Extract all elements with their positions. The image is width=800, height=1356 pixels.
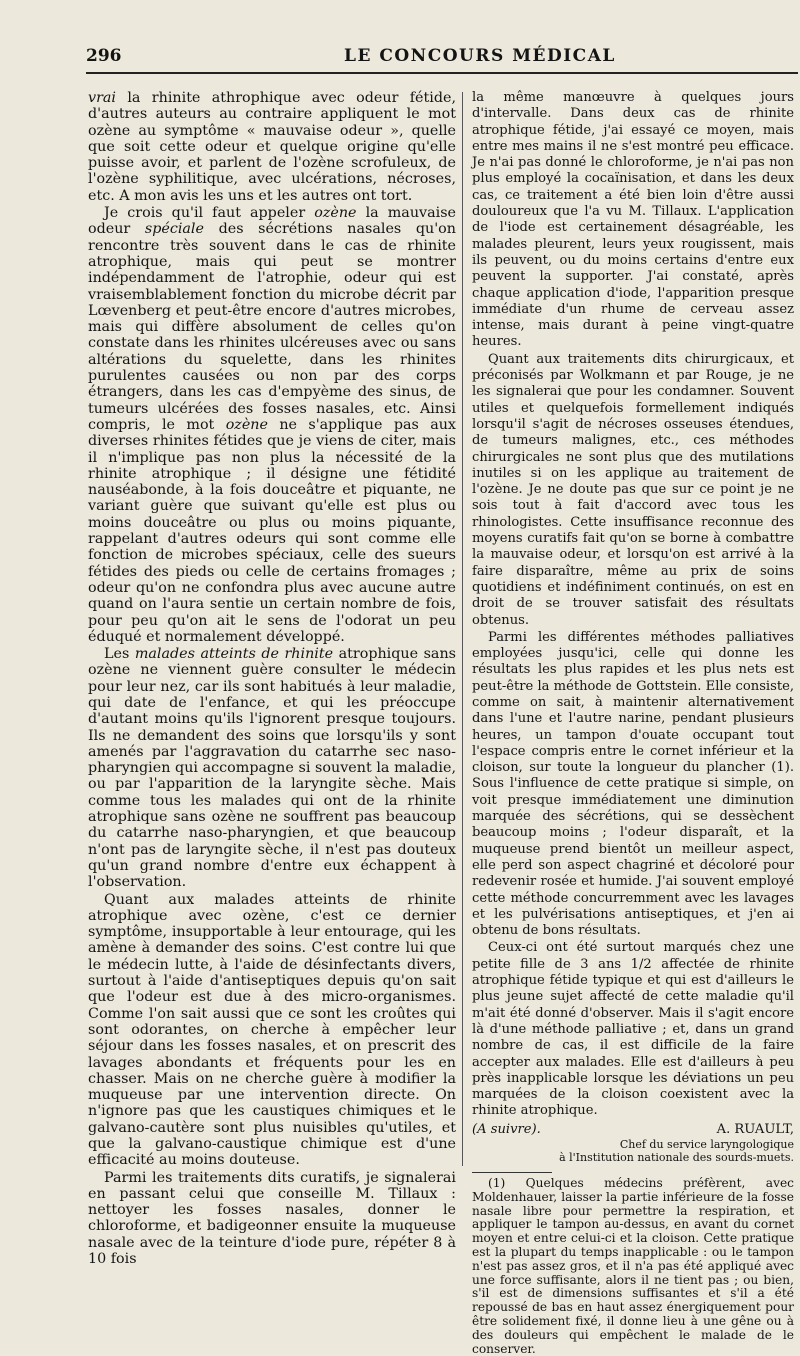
page-header xyxy=(86,40,798,74)
paragraph: Parmi les différentes méthodes palliatives employées jusqu'ici, celle qui donne les résultats les plus rapides et les plus nets est peut-être la méthode de Gottstein. Elle consiste, comme on sait, à maintenir alternativement dans l'une et l'autre narine, pendant plusieurs heures, un tampon d'ouate occupant tout l'espace compris entre le cornet inférieur et la cloison, sur toute la longueur du plancher (1). Sous l'influence de cette pratique si simple, on voit presque immédiatement une diminution marquée des sécrétions, qui se dessèchent beaucoup moins ; l'odeur disparaît, et la muqueuse prend bientôt un meilleur aspect, elle perd son aspect chagriné et décoloré pour redevenir rosée et humide. J'ai souvent employé cette méthode concurremment avec les lavages et les pulvérisations antiseptiques, et j'en ai obtenu de bons résultats. xyxy=(472,629,794,939)
paragraph: Je crois qu'il faut appeler ozène la mauvaise odeur spéciale des sécrétions nasales qu'on rencontre très souvent dans le cas de rhinite atrophique, mais qui peut se montrer indépendamment de l'atrophie, odeur qui est vraisemblablement fonction du microbe décrit par Lœvenberg et peut-être encore d'autres microbes, mais qui diffère absolument de celles qu'on constate dans les rhinites ulcéreuses avec ou sans altérations du squelette, dans les rhinites purulentes causées ou non par des corps étrangers, dans les cas d'empyème des sinus, de tumeurs ulcérées des fosses nasales, etc. Ainsi compris, le mot ozène ne s'applique pas aux diverses rhinites fétides que je viens de citer, mais il n'implique pas non plus la nécessité de la rhinite atrophique ; il désigne une fétidité nauséabonde, à la fois douceâtre et piquante, ne variant guère que suivant qu'elle est plus ou moins douceâtre ou plus ou moins piquante, rappelant d'autres odeurs qui sont comme elle fonction de microbes spéciaux, celle des sueurs fétides des pieds ou celle de certains fromages ; odeur qu'on ne confondra plus avec aucune autre quand on l'aura sentie un certain nombre de fois, pour peu qu'on ait le sens de l'odorat un peu éduqué et normalement développé. xyxy=(88,205,456,645)
running-title: LE CONCOURS MÉDICAL xyxy=(344,46,616,66)
author-name: A. RUAULT, xyxy=(716,1121,794,1137)
paragraph: Quant aux traitements dits chirurgicaux, et préconisés par Wolkmann et par Rouge, je ne les signalerai que pour les condamner. Souvent utiles et quelquefois formellement indiqués lorsqu'il s'agit de nécroses osseuses étendues, de tumeurs malignes, etc., ces méthodes chirurgicales ne sont plus que des mutilations inutiles si on les applique au traitement de l'ozène. Je ne doute pas que sur ce point je ne sois tout à fait d'accord avec tous les rhinologistes. Cette insuffisance reconnue des moyens curatifs fait qu'on se borne à combattre la mauvaise odeur, et lorsqu'on est arrivé à la faire disparaître, même au prix de soins quotidiens et indéfiniment continués, on est en droit de se trouver satisfait des résultats obtenus. xyxy=(472,351,794,628)
footnote: (1) Quelques médecins préfèrent, avec Moldenhauer, laisser la partie inférieure de la fosse nasale libre pour permettre la respiration, et appliquer le tampon au-dessus, en avant du cornet moyen et entre celui-ci et la cloison. Cette pratique est la plupart du temps inapplicable : ou le tampon n'est pas assez gros, et il n'a pas été appliqué avec une force suffisante, alors il ne tient pas ; ou bien, s'il est de dimensions suffisantes et s'il a été repoussé de bas en haut assez énergiquement pour être solidement fixé, il donne lieu à une gêne ou à des douleurs qui empêchent le malade de le conserver. xyxy=(472,1176,794,1356)
paragraph: Ceux-ci ont été surtout marqués chez une petite fille de 3 ans 1/2 affectée de rhinite atrophique fétide typique et qui est d'ailleurs le plus jeune sujet affecté de cette maladie qu'il m'ait été donné d'observer. Mais il s'agit encore là d'une méthode palliative ; et, dans un grand nombre de cas, il est difficile de la faire accepter aux malades. Elle est d'ailleurs à peu près inapplicable lorsque les déviations un peu marquées de la cloison coexistent avec la rhinite atrophique. xyxy=(472,940,794,1119)
paragraph: Quant aux malades atteints de rhinite atrophique avec ozène, c'est ce dernier symptôme, insupportable à leur entourage, qui les amène à demander des soins. C'est contre lui que le médecin lutte, à l'aide de désinfectants divers, surtout à l'aide d'antiseptiques depuis qu'on sait que l'odeur est due à des micro-organismes. Comme l'on sait aussi que ce sont les croûtes qui sont odorantes, on cherche à empêcher leur séjour dans les fosses nasales, et on prescrit des lavages abondants et fréquents pour les en chasser. Mais on ne cherche guère à modifier la muqueuse par une intervention directe. On n'ignore pas que les caustiques chimiques et le galvano-cautère sont plus nuisibles qu'utiles, et que la galvano-caustique chimique est d'une efficacité au moins douteuse. xyxy=(88,891,456,1169)
signature xyxy=(472,1122,794,1138)
author-affiliation: Chef du service laryngologique à l'Institution nationale des sourds-muets. xyxy=(559,1138,794,1164)
paragraph: Les malades atteints de rhinite atrophique sans ozène ne viennent guère consulter le médecin pour leur nez, car ils sont habitués à leur maladie, qui date de l'enfance, et qui les préoccupe d'autant moins qu'ils l'ignorent presque toujours. Ils ne demandent des soins que lorsqu'ils y sont amenés par l'aggravation du catarrhe sec naso-pharyngien qui accompagne si souvent la maladie, ou par l'apparition de la laryngite sèche. Mais comme tous les malades qui ont de la rhinite atrophique sans ozène ne souffrent pas beaucoup du catarrhe naso-pharyngien, et que beaucoup n'ont pas de laryngite sèche, il n'est pas douteux qu'un grand nombre d'entre eux échappent à l'observation. xyxy=(88,646,456,891)
paragraph: Parmi les traitements dits curatifs, je signalerai en passant celui que conseille M. Tillaux : nettoyer les fosses nasales, donner le chloroforme, et badigeonner ensuite la muqueuse nasale avec de la teinture d'iode pure, répéter 8 à 10 fois xyxy=(88,1169,456,1268)
left-column xyxy=(88,90,456,1268)
to-be-continued: (A suivre). xyxy=(472,1121,541,1137)
italic-lead: vrai xyxy=(88,90,117,106)
footnote-separator xyxy=(472,1172,552,1173)
right-column xyxy=(472,90,794,1356)
paragraph: vrai la rhinite athrophique avec odeur fétide, d'autres auteurs au contraire appliquent le mot ozène au symptôme « mauvaise odeur », quelle que soit cette odeur et quelque origine qu'elle puisse avoir, et parlent de l'ozène scrofuleux, de l'ozène syphilitique, avec ulcérations, nécroses, etc. A mon avis les uns et les autres ont tort. xyxy=(88,90,456,204)
page-number: 296 xyxy=(86,46,122,66)
paragraph: la même manœuvre à quelques jours d'intervalle. Dans deux cas de rhinite atrophique fétide, j'ai essayé ce moyen, mais entre mes mains il ne s'est montré peu efficace. Je n'ai pas donné le chloroforme, je n'ai pas non plus employé la cocaïnisation, et dans les deux cas, ce traitement a été bien loin d'être aussi douloureux que l'a vu M. Tillaux. L'application de l'iode est certainement désagréable, les malades pleurent, leurs yeux rougissent, mais ils peuvent, ou du moins certains d'entre eux peuvent la supporter. J'ai constaté, après chaque application d'iode, l'apparition presque immédiate d'un rhume de cerveau assez intense, mais durant à peine vingt-quatre heures. xyxy=(472,90,794,350)
column-divider xyxy=(462,92,463,1166)
header-rule xyxy=(86,72,798,74)
